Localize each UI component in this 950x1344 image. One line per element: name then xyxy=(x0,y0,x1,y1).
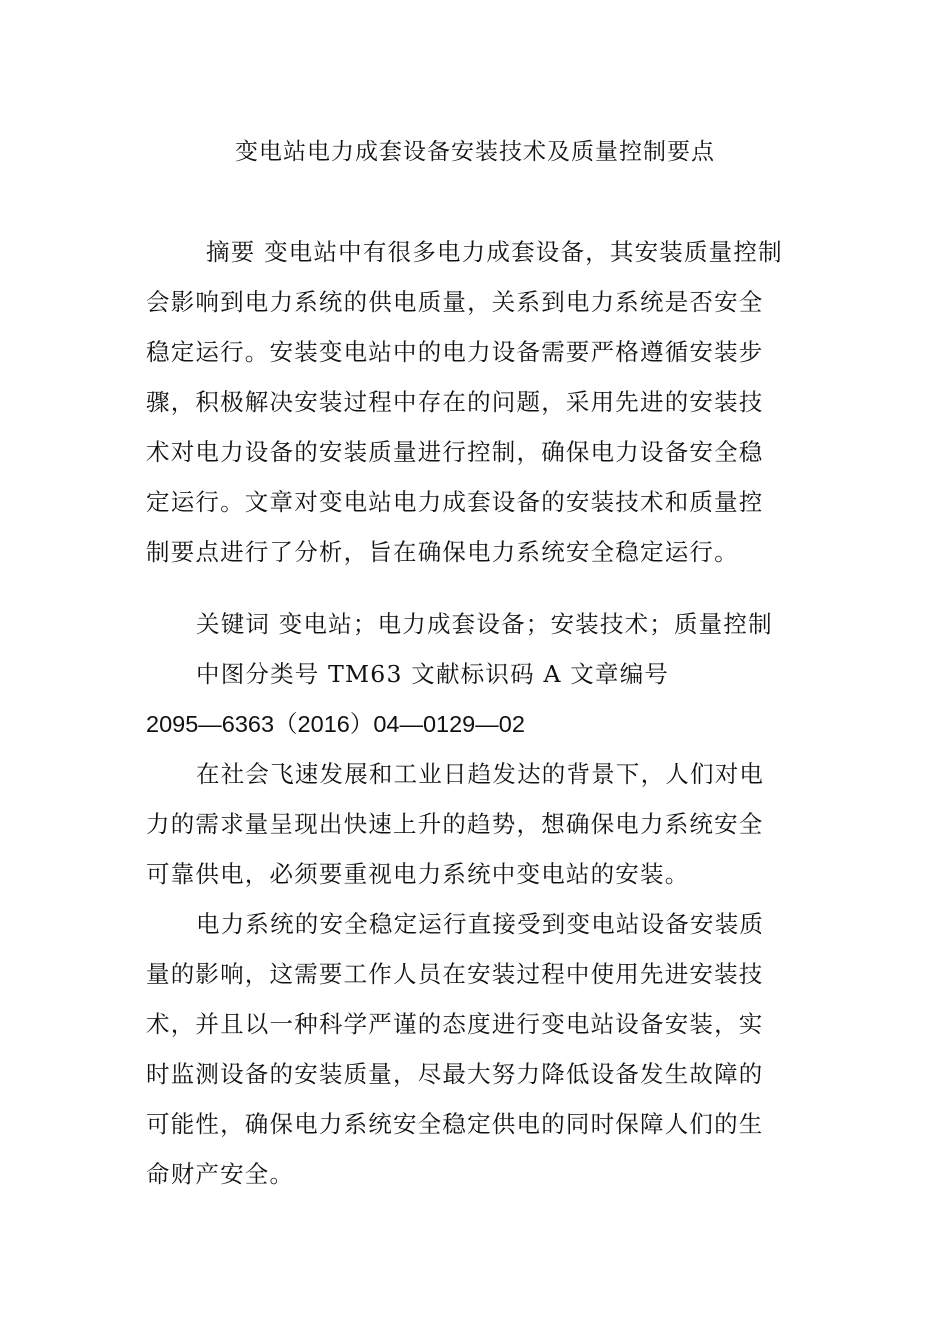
abstract-line-5: 术对电力设备的安装质量进行控制，确保电力设备安全稳 xyxy=(146,438,764,466)
classification-line: 中图分类号 TM63 文献标识码 A 文章编号 xyxy=(196,660,670,688)
document-title: 变电站电力成套设备安装技术及质量控制要点 xyxy=(235,139,715,165)
abstract-line-3: 稳定运行。安装变电站中的电力设备需要严格遵循安装步 xyxy=(146,338,764,366)
paragraph-2-line-5: 可能性，确保电力系统安全稳定供电的同时保障人们的生 xyxy=(146,1110,764,1138)
paragraph-2-line-6: 命财产安全。 xyxy=(146,1160,295,1188)
paragraph-1-line-1: 在社会飞速发展和工业日趋发达的背景下，人们对电 xyxy=(196,760,765,788)
paragraph-2-line-1: 电力系统的安全稳定运行直接受到变电站设备安装质 xyxy=(196,910,765,938)
abstract-line-4: 骤，积极解决安装过程中存在的问题，采用先进的安装技 xyxy=(146,388,764,416)
paragraph-2-line-3: 术，并且以一种科学严谨的态度进行变电站设备安装，实 xyxy=(146,1010,764,1038)
abstract-line-6: 定运行。文章对变电站电力成套设备的安装技术和质量控 xyxy=(146,488,764,516)
paragraph-1-line-3: 可靠供电，必须要重视电力系统中变电站的安装。 xyxy=(146,860,690,888)
abstract-line-7: 制要点进行了分析，旨在确保电力系统安全稳定运行。 xyxy=(146,538,739,566)
abstract-line-1: 摘要 变电站中有很多电力成套设备，其安装质量控制 xyxy=(206,238,783,266)
paragraph-2-line-4: 时监测设备的安装质量，尽最大努力降低设备发生故障的 xyxy=(146,1060,764,1088)
keywords-line: 关键词 变电站；电力成套设备；安装技术；质量控制 xyxy=(196,610,773,638)
abstract-line-2: 会影响到电力系统的供电质量，关系到电力系统是否安全 xyxy=(146,288,764,316)
paragraph-1-line-2: 力的需求量呈现出快速上升的趋势，想确保电力系统安全 xyxy=(146,810,764,838)
article-number-line: 2095—6363（2016）04—0129—02 xyxy=(146,711,525,737)
paragraph-2-line-2: 量的影响，这需要工作人员在安装过程中使用先进安装技 xyxy=(146,960,764,988)
